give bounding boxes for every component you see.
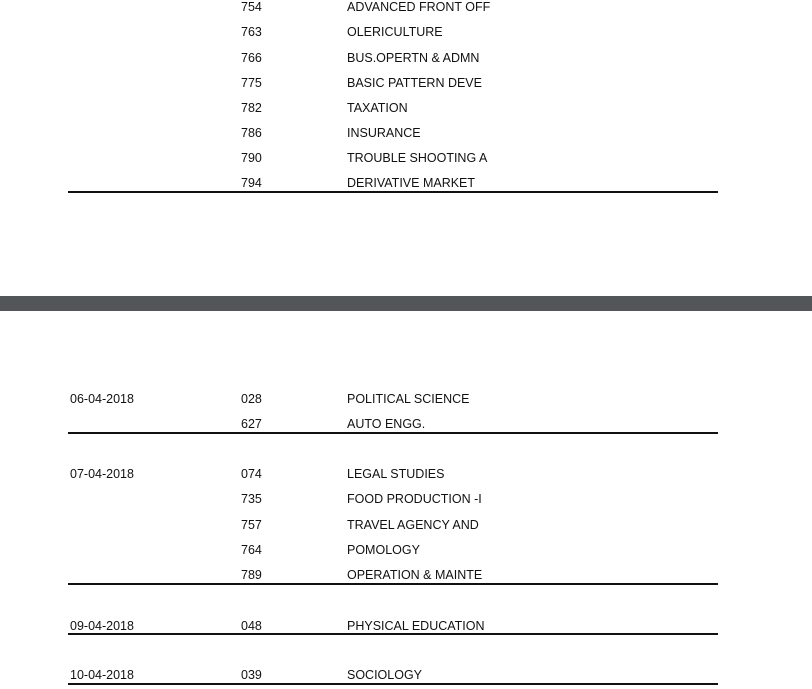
subject-code: 735: [241, 492, 262, 506]
table-row: [0, 389, 812, 409]
table-rule: [68, 583, 718, 585]
subject-code: 775: [241, 76, 262, 90]
subject-code: 074: [241, 467, 262, 481]
subject-name: POLITICAL SCIENCE: [347, 392, 470, 406]
subject-name: LEGAL STUDIES: [347, 467, 445, 481]
table-row: [0, 22, 812, 42]
table-row: [0, 665, 812, 685]
exam-date: 09-04-2018: [70, 619, 134, 633]
subject-code: 764: [241, 543, 262, 557]
table-row: [0, 48, 812, 68]
subject-code: 766: [241, 51, 262, 65]
subject-name: AUTO ENGG.: [347, 417, 426, 431]
subject-name: TROUBLE SHOOTING A: [347, 151, 488, 165]
subject-name: SOCIOLOGY: [347, 668, 423, 682]
subject-name: POMOLOGY: [347, 543, 420, 557]
subject-name: BUS.OPERTN & ADMN: [347, 51, 480, 65]
subject-code: 048: [241, 619, 262, 633]
table-row: [0, 414, 812, 434]
subject-name: DERIVATIVE MARKET: [347, 176, 476, 190]
table-row: [0, 489, 812, 509]
table-row: [0, 515, 812, 535]
exam-date: 06-04-2018: [70, 392, 134, 406]
exam-date: 10-04-2018: [70, 668, 134, 682]
table-row: [0, 98, 812, 118]
subject-name: OLERICULTURE: [347, 25, 443, 39]
table-row: [0, 173, 812, 193]
table-rule: [68, 683, 718, 685]
subject-name: INSURANCE: [347, 126, 421, 140]
subject-name: FOOD PRODUCTION -I: [347, 492, 482, 506]
subject-code: 789: [241, 568, 262, 582]
subject-code: 786: [241, 126, 262, 140]
subject-code: 627: [241, 417, 262, 431]
subject-code: 763: [241, 25, 262, 39]
table-row: [0, 464, 812, 484]
table-rule: [68, 191, 718, 193]
table-rule: [68, 432, 718, 434]
pdf-page-2: [0, 311, 812, 689]
subject-name: BASIC PATTERN DEVE: [347, 76, 482, 90]
table-rule: [68, 633, 718, 635]
table-row: [0, 73, 812, 93]
exam-date: 07-04-2018: [70, 467, 134, 481]
subject-code: 757: [241, 518, 262, 532]
subject-code: 790: [241, 151, 262, 165]
table-row: [0, 0, 812, 17]
table-row: [0, 540, 812, 560]
table-row: [0, 565, 812, 585]
subject-name: TRAVEL AGENCY AND: [347, 518, 479, 532]
subject-code: 754: [241, 0, 262, 14]
subject-name: OPERATION & MAINTE: [347, 568, 483, 582]
subject-name: TAXATION: [347, 101, 408, 115]
pdf-page-1: [0, 0, 812, 296]
page-separator: [0, 296, 812, 311]
subject-name: ADVANCED FRONT OFF: [347, 0, 491, 14]
subject-code: 794: [241, 176, 262, 190]
subject-name: PHYSICAL EDUCATION: [347, 619, 485, 633]
table-row: [0, 148, 812, 168]
subject-code: 782: [241, 101, 262, 115]
subject-code: 039: [241, 668, 262, 682]
table-row: [0, 123, 812, 143]
subject-code: 028: [241, 392, 262, 406]
